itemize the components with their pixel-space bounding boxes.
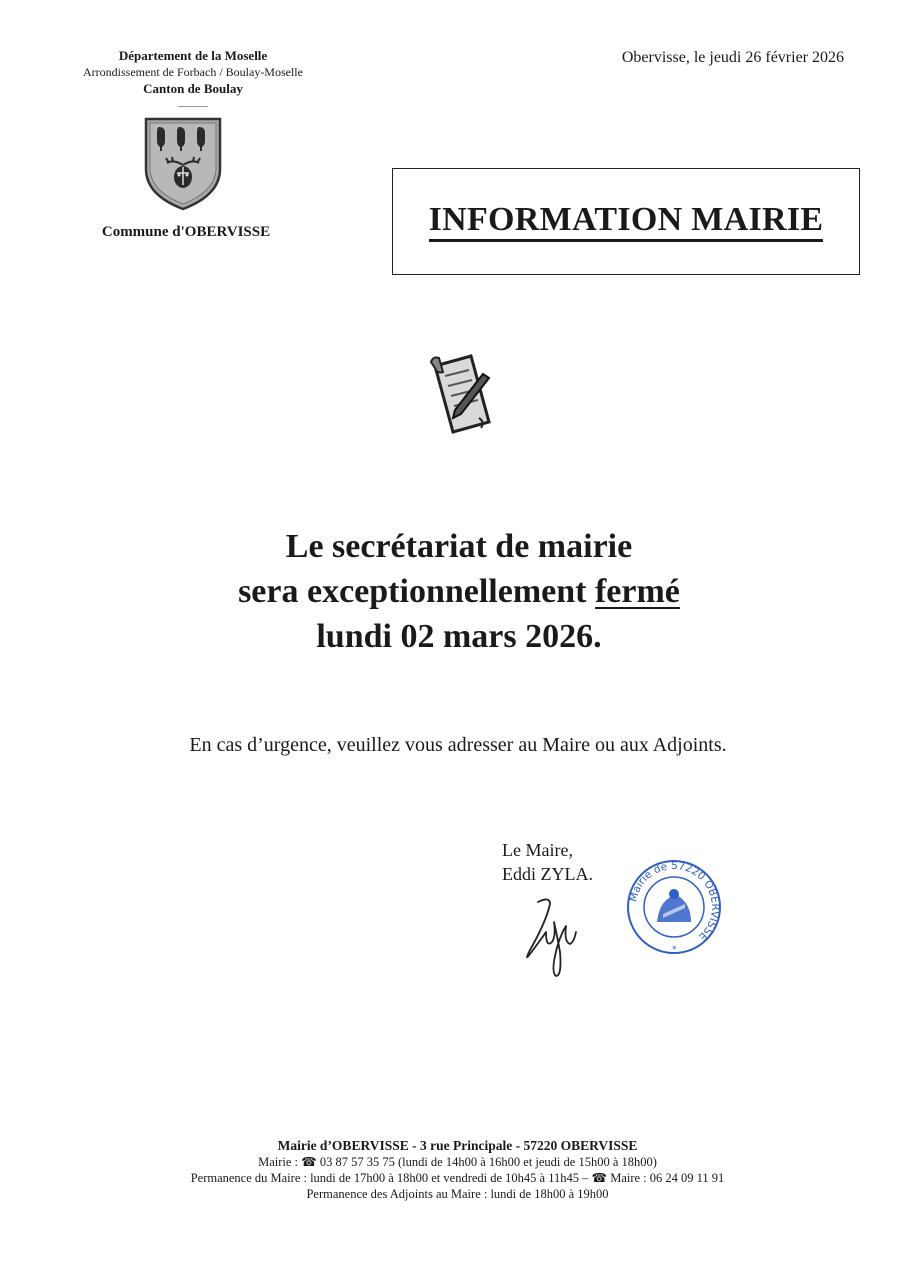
footer-address: Mairie d’OBERVISSE - 3 rue Principale - 57220 OBERVISSE: [277, 1138, 638, 1153]
footer-contact: [0, 1138, 900, 1202]
footer-maire-hours: Permanence du Maire : lundi de 17h00 à 18h00 et vendredi de 10h45 à 11h45 – ☎ Maire : 06 24 09 11 91: [190, 1171, 725, 1185]
signature-name: Eddi ZYLA.: [502, 864, 593, 884]
arrondissement-name: Arrondissement de Forbach / Boulay-Moselle: [83, 65, 303, 79]
footer-adjoints-hours: Permanence des Adjoints au Maire : lundi de 18h00 à 19h00: [306, 1187, 609, 1201]
signature-block: [502, 838, 593, 886]
signature-mark: [516, 892, 588, 978]
message-line-2: [0, 569, 900, 614]
message-line-3: lundi 02 mars 2026.: [316, 618, 602, 655]
message-emphasis: fermé: [594, 573, 680, 610]
commune-name: Commune d'OBERVISSE: [101, 224, 271, 240]
department-name: Département de la Moselle: [118, 48, 268, 63]
info-title: INFORMATION MAIRIE: [429, 202, 824, 242]
header-separator: [178, 106, 208, 107]
closure-message: [0, 524, 900, 659]
memo-pen-icon: [425, 352, 499, 436]
coat-of-arms-icon: [142, 115, 224, 213]
footer-phone-hours: Mairie : ☎ 03 87 57 35 75 (lundi de 14h00 à 16h00 et jeudi de 15h00 à 18h00): [258, 1155, 657, 1169]
urgence-notice: En cas d’urgence, veuillez vous adresser au Maire ou aux Adjoints.: [189, 734, 727, 756]
header-administrative-block: [40, 47, 346, 107]
info-title-box: [392, 168, 860, 275]
date-line: Obervisse, le jeudi 26 février 2026: [621, 49, 844, 66]
svg-text:*: *: [672, 945, 677, 955]
canton-name: Canton de Boulay: [143, 81, 243, 96]
signature-title: Le Maire,: [502, 840, 573, 860]
message-line-1: Le secrétariat de mairie: [285, 528, 633, 565]
message-line-2-prefix: sera exceptionnellement: [238, 573, 595, 610]
mairie-seal-icon: [625, 858, 723, 956]
seal-text: Mairie de 57220 OBERVISSE: [627, 859, 722, 943]
